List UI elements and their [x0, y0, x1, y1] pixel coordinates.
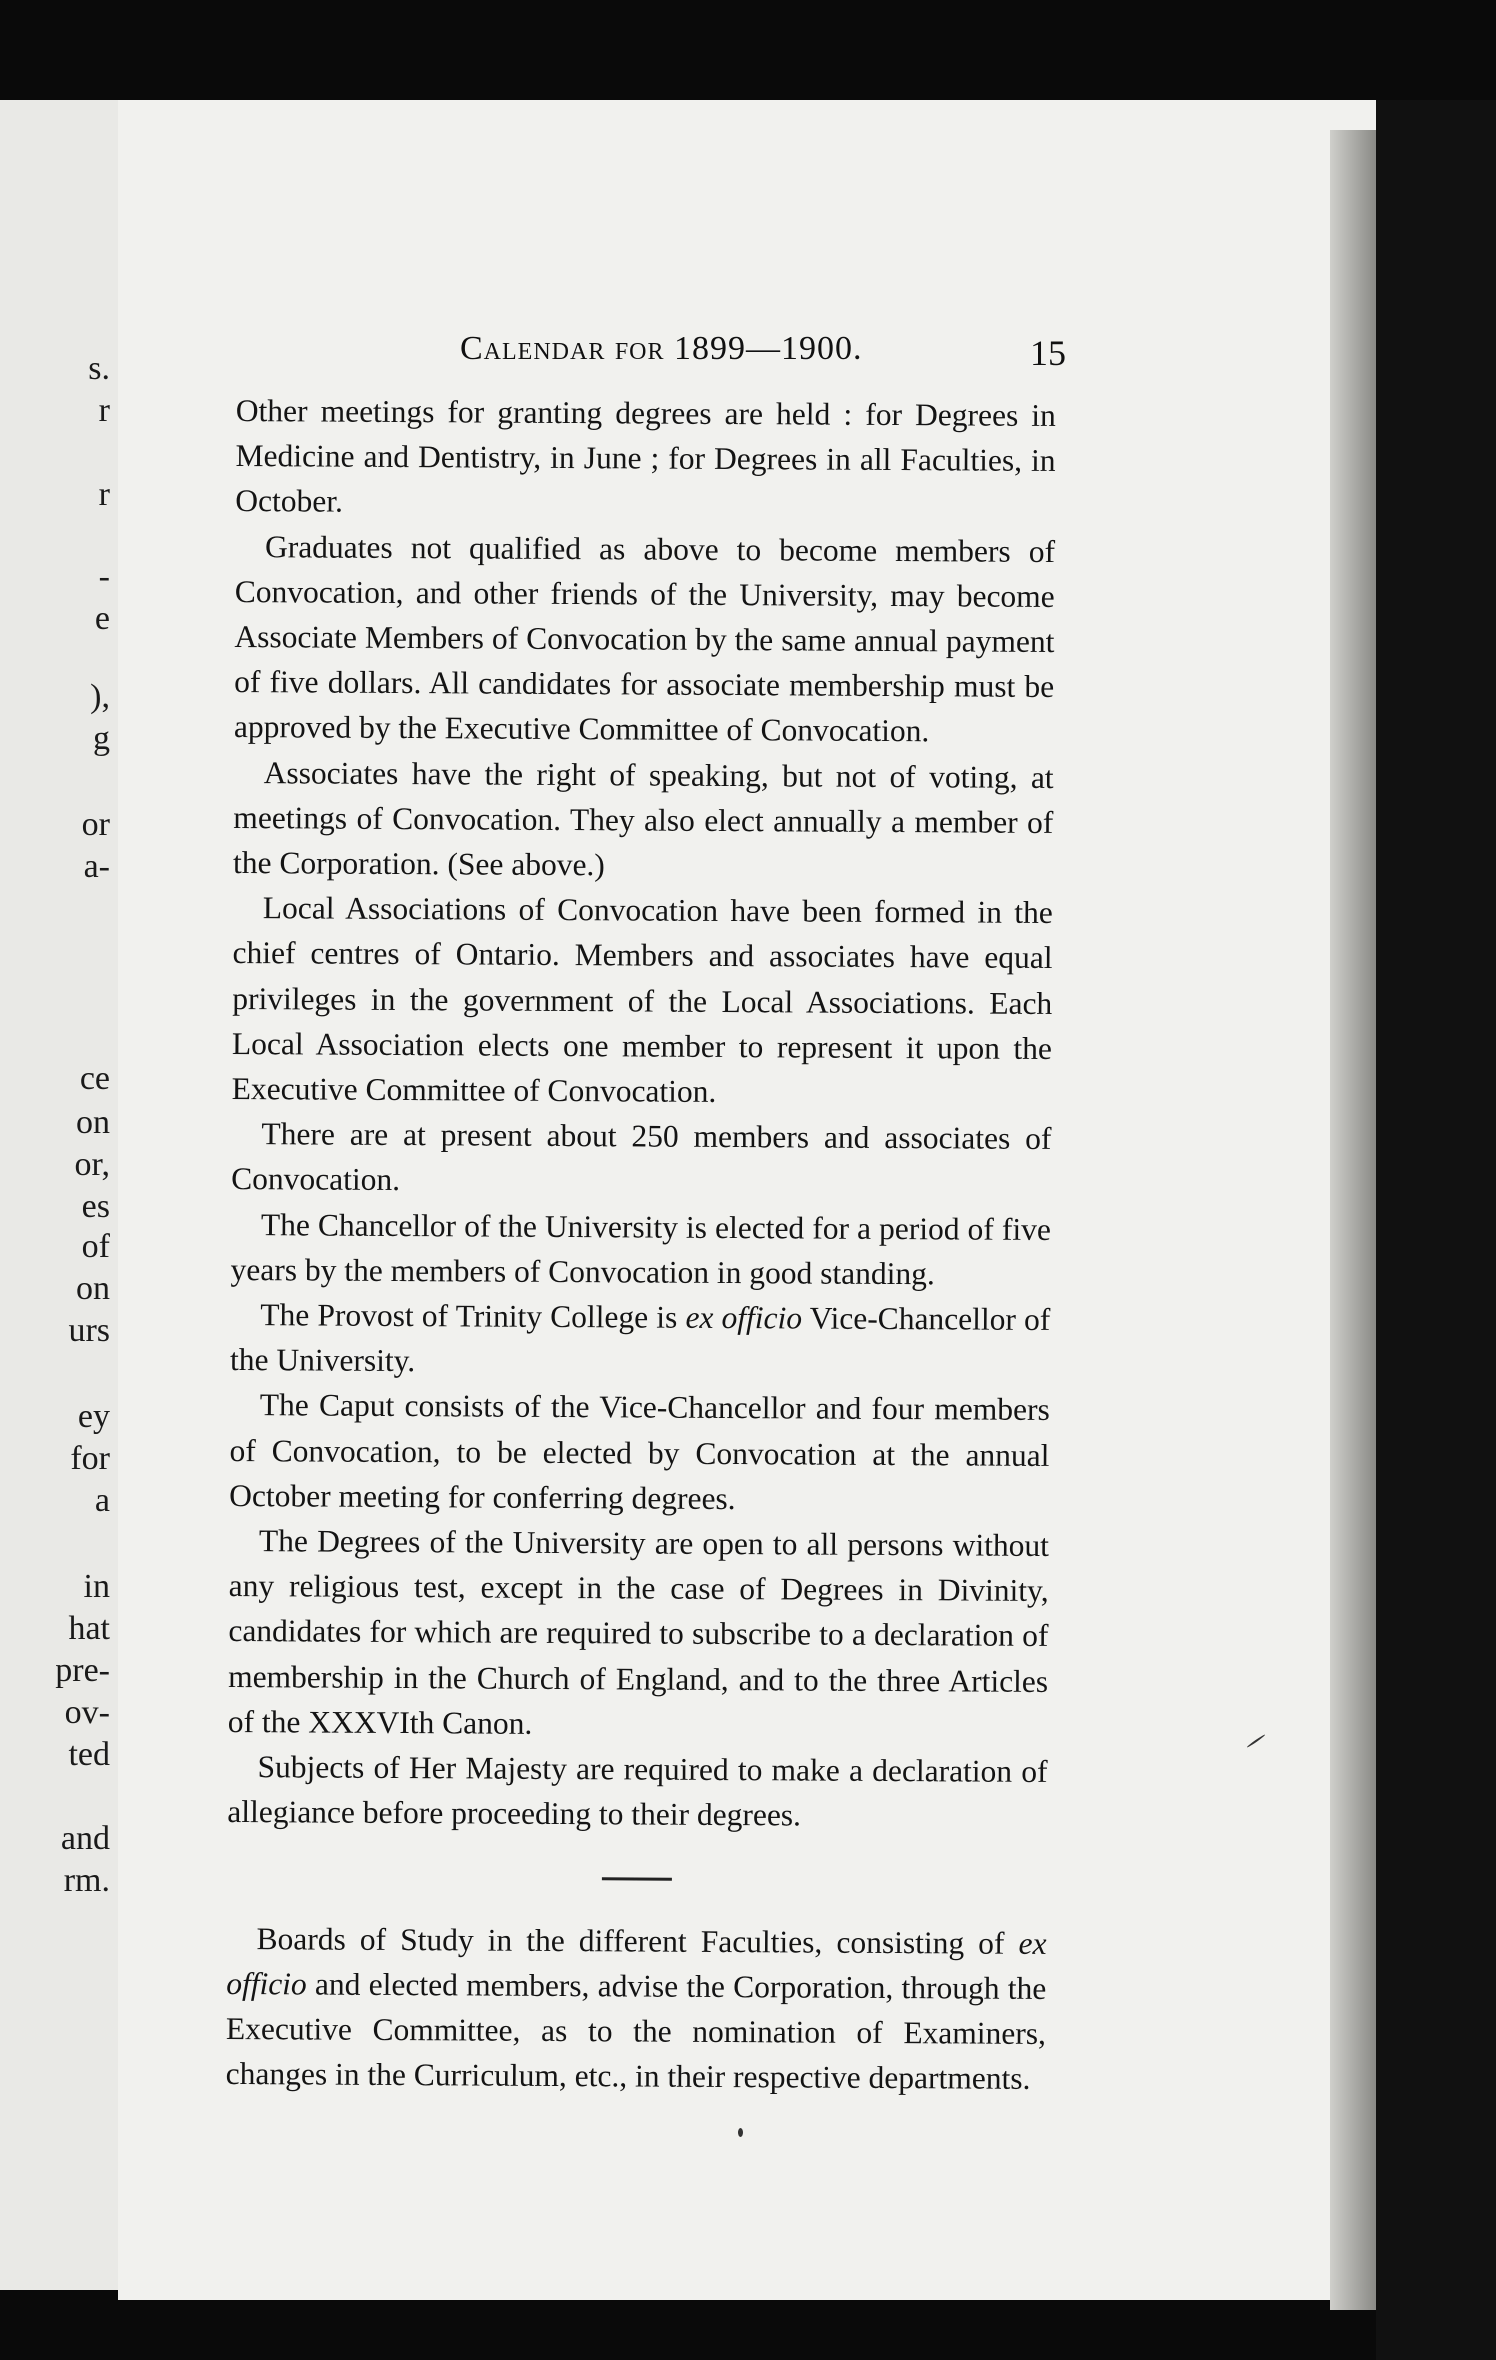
facing-page-text-fragment: ey: [77, 1398, 110, 1435]
paragraph: Subjects of Her Majesty are required to make a declaration of allegiance before proceeding to their degrees.: [227, 1749, 1048, 1833]
facing-page-text-fragment: or: [81, 806, 110, 843]
facing-page-text-fragment: ),: [90, 678, 110, 715]
facing-page-text-fragment: on: [76, 1270, 110, 1307]
facing-page-text-fragment: ce: [79, 1060, 110, 1097]
ink-speck: [738, 2128, 743, 2137]
section-divider: [602, 1877, 672, 1880]
facing-page-text-fragment: r: [98, 476, 110, 513]
facing-page-text-fragment: and: [60, 1820, 110, 1857]
facing-page-text-fragment: -: [98, 558, 110, 595]
text: The Provost of Trinity College is: [260, 1297, 686, 1335]
facing-page-text-fragment: in: [83, 1568, 110, 1605]
facing-page-text-fragment: for: [70, 1440, 110, 1477]
facing-page-text-fragment: ted: [68, 1736, 110, 1773]
page-gutter-shadow: [1330, 130, 1376, 2310]
facing-page-text-fragment: or,: [74, 1146, 110, 1183]
facing-page-text-fragment: urs: [68, 1312, 110, 1349]
facing-page-text-fragment: e: [94, 600, 110, 637]
paragraph: Local Associations of Convocation have been formed in the chief centres of Ontario. Members and associates have equal privileges in the government of the Local Associations. Each Local Association elects one member to represent it upon the Executive Committee of Convocation.: [231, 890, 1053, 1109]
facing-page-text-fragment: rm.: [63, 1862, 110, 1899]
text: and elected members, advise the Corporation, through the Executive Committee, as to the nomination of Examiners, changes in the Curriculum, etc., in their respective departments.: [225, 1966, 1047, 2096]
facing-page-text-fragment: a: [94, 1482, 110, 1519]
facing-page-text-fragment: s.: [88, 350, 110, 387]
paragraph: The Chancellor of the University is elected for a period of five years by the members of Convocation in good standing.: [230, 1206, 1051, 1292]
facing-page-text-fragment: of: [81, 1228, 110, 1265]
facing-page-text-fragment: on: [76, 1104, 110, 1141]
facing-page-text-fragment: g: [93, 720, 110, 757]
paragraph: The Caput consists of the Vice-Chancellor and four members of Convocation, to be elected by Convocation at the annual October meeting for conferring degrees.: [229, 1387, 1050, 1516]
book-spine: [1376, 100, 1496, 2360]
paragraph: There are at present about 250 members and associates of Convocation.: [231, 1116, 1052, 1198]
running-header: Calendar for 1899—1900.: [460, 330, 863, 367]
paragraph-boards: [226, 1915, 1047, 2101]
facing-page-text-fragment: ov-: [64, 1694, 110, 1731]
facing-page-text-fragment: r: [98, 392, 110, 429]
facing-page-text-fragment: pre-: [55, 1652, 110, 1689]
paragraph-provost: [230, 1292, 1051, 1387]
facing-page-text-fragment: a-: [83, 848, 110, 885]
paragraph: The Degrees of the University are open to all persons without any religious test, except in the case of Degrees in Divinity, candidates for which are required to subscribe to a declaration of membership in the Church of England, and to the three Articles of the XXXVIth Canon.: [227, 1523, 1050, 1741]
paragraph: Other meetings for granting degrees are held : for Degrees in Medicine and Dentistry, in June ; for Degrees in all Faculties, in October.: [235, 392, 1056, 520]
text: Vice-Chancellor of the University.: [229, 1300, 1051, 1379]
italic-term: ex officio: [685, 1299, 803, 1336]
page-number: 15: [1030, 333, 1066, 373]
facing-page-text-fragment: es: [81, 1188, 110, 1225]
text: Boards of Study in the different Faculties, consisting of: [256, 1920, 1019, 1961]
italic-term: ex officio: [226, 1925, 1047, 2002]
facing-page-edge: [0, 100, 118, 2290]
page-body: [226, 388, 1056, 2101]
paragraph: Associates have the right of speaking, but not of voting, at meetings of Convocation. They also elect annually a member of the Corporation. (See above.): [232, 754, 1054, 883]
facing-page-text-fragment: hat: [68, 1610, 110, 1647]
paragraph: Graduates not qualified as above to become members of Convocation, and other friends of the University, may become Associate Members of Convocation by the same annual payment of five dollars. All candidates for associate membership must be approved by the Executive Committee of Convocation.: [233, 528, 1056, 749]
